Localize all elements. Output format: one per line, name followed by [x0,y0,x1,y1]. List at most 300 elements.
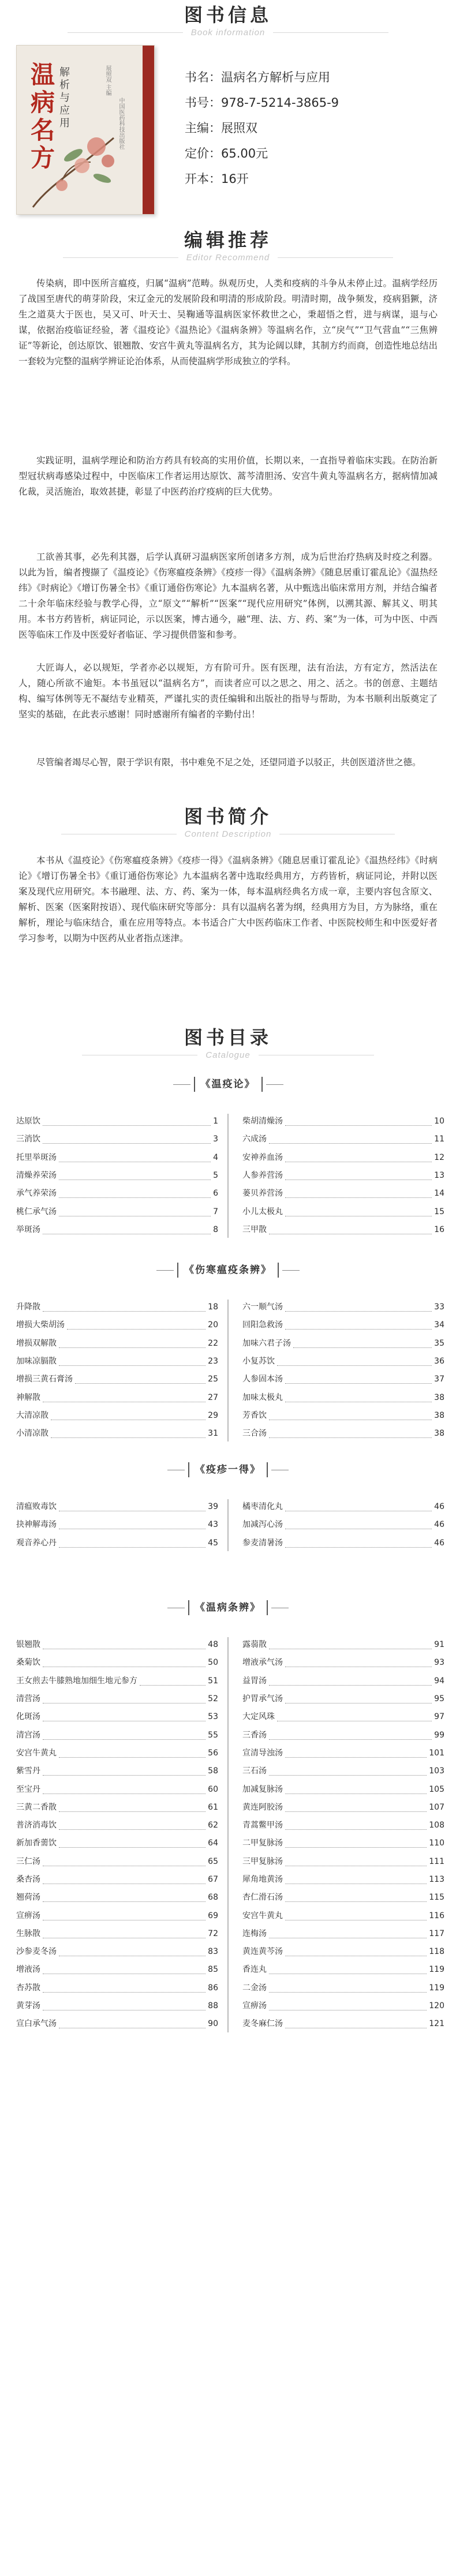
toc-entry-page: 117 [429,1929,444,1938]
toc-entry-name: 橘枣清化丸 [242,1502,283,1512]
toc-entry-page: 56 [208,1748,218,1758]
toc-leader-dots [269,1731,432,1740]
toc-entry-page: 43 [208,1520,218,1530]
toc-entry[interactable] [16,1221,218,1239]
toc-entry-name: 清宫汤 [16,1730,40,1740]
toc-column-right [242,1636,444,2034]
toc-entry[interactable] [16,1961,218,1979]
toc-entry-name: 增损三黄石膏汤 [16,1375,73,1384]
toc-entry-name: 犀角地黄汤 [242,1875,283,1884]
toc-entry-page: 51 [208,1676,218,1686]
toc-entry-name: 增液承气汤 [242,1658,283,1668]
toc-entry-page: 67 [208,1875,218,1884]
toc-entry-name: 神解散 [16,1392,40,1402]
toc-entry-page: 64 [208,1839,218,1848]
toc-leader-dots [59,1803,205,1812]
toc-entry[interactable] [16,1690,218,1708]
toc-entry-page: 6 [213,1189,218,1199]
toc-entry-name: 三香汤 [242,1730,267,1740]
toc-leader-dots [269,2002,427,2010]
toc-entry-page: 50 [208,1658,218,1668]
toc-entry-page: 7 [213,1207,218,1216]
toc-chapter-label [0,1263,456,1278]
toc-entry-name: 加减复脉汤 [242,1784,283,1794]
toc-entry-name: 生脉散 [16,1929,40,1938]
toc-entry[interactable] [242,1853,444,1871]
toc-entry-name: 加减泻心汤 [242,1520,283,1530]
toc-entry[interactable] [242,1636,444,1654]
toc-entry-page: 15 [434,1207,444,1216]
toc-entry-page: 36 [434,1357,444,1366]
toc-entry[interactable] [242,1907,444,1924]
toc-entry[interactable] [16,1335,218,1353]
toc-leader-dots [43,1965,205,1974]
toc-leader-dots [285,1375,432,1384]
toc-leader-dots [43,1226,211,1234]
toc-leader-dots [43,2002,205,2010]
toc-entry[interactable] [242,1298,444,1316]
toc-entry[interactable] [16,1943,218,1961]
toc-leader-dots [43,1875,205,1884]
toc-leader-dots [43,1893,205,1902]
toc-chapter-label [0,1600,456,1615]
toc-entry[interactable] [242,1762,444,1780]
toc-entry-name: 翘荷汤 [16,1893,40,1903]
toc-entry[interactable] [16,1889,218,1907]
book-info-title: 图书信息 [184,4,272,26]
recommend-header [0,229,456,263]
toc-entry-page: 27 [208,1392,218,1402]
recommend-title: 编辑推荐 [184,229,272,251]
toc-entry[interactable] [242,1817,444,1834]
toc-entry[interactable] [16,1388,218,1406]
toc-entry[interactable] [242,2015,444,2033]
toc-entry[interactable] [242,1407,444,1425]
toc-entry-page: 58 [208,1766,218,1776]
toc-entry-page: 11 [434,1135,444,1144]
toc-divider [227,1300,229,1441]
recommend-subtitle: Editor Recommend [186,253,270,263]
toc-entry[interactable] [242,1516,444,1534]
toc-leader-dots [43,1394,205,1402]
book-info-field: 书号：978-7-5214-3865-9 [185,96,339,110]
paragraph: 工欲善其事，必先利其器，后学认真研习温病医家所创诸多方剂，成为后世治疗热病及时疫之利器。以此为旨，编者搜撷了《温疫论》《伤寒瘟疫条辨》《疫疹一得》《温病条辨》《随息居重订霍乱论》《温热经纬》《时病论》《增订伤暑全书》《重订通俗伤寒论》九本温病名著，从中甄选出临床常用方剂，并结合编者二十余年临床经验与教学心得，立“原文”“解析”“医案”“现代应用研究”体例，以溯其源、解其义、明其用。本书方药皆析，病证同论，示以医案，博古通今，融“理、法、方、药、案”为一体，可为中医、中西医等临床工作及中医爱好者临证、学习提供借鉴和参考。 [18,552,438,640]
toc-entry-page: 121 [429,2019,444,2029]
toc-entry-page: 3 [213,1135,218,1144]
toc-title: 图书目录 [184,1027,272,1049]
toc-entry[interactable] [242,1353,444,1371]
toc-leader-dots [293,1339,432,1348]
toc-entry[interactable] [16,1298,218,1316]
toc-entry[interactable] [242,1871,444,1889]
toc-entry-page: 4 [213,1152,218,1162]
toc-entry[interactable] [16,1425,218,1443]
toc-entry-page: 68 [208,1893,218,1903]
toc-entry-page: 120 [429,2001,444,2011]
toc-leader-dots [59,1521,205,1529]
toc-entry-page: 94 [434,1676,444,1686]
toc-entry[interactable] [16,1762,218,1780]
toc-entry-name: 宣痹汤 [242,2001,267,2011]
toc-entry[interactable] [16,1316,218,1334]
toc-leader-dots [285,1912,427,1920]
toc-entry-name: 加味六君子汤 [242,1338,291,1348]
toc-entry[interactable] [242,1925,444,1943]
toc-entry-name: 益胃汤 [242,1676,267,1686]
toc-leader-dots [43,1858,205,1866]
toc-leader-dots [285,1539,432,1548]
toc-entry[interactable] [16,1130,218,1148]
toc-leader-dots [59,1357,205,1366]
toc-entry[interactable] [16,1871,218,1889]
toc-leader-dots [285,1803,427,1812]
toc-chapter-label [0,1077,456,1092]
toc-entry-page: 45 [208,1538,218,1548]
toc-entry-page: 46 [434,1502,444,1512]
toc-entry-page: 38 [434,1429,444,1439]
toc-entry[interactable] [16,1744,218,1762]
toc-leader-dots [285,1839,427,1848]
toc-entry-page: 65 [208,1856,218,1866]
toc-leader-dots [43,1731,205,1740]
toc-leader-dots [285,1785,427,1794]
toc-leader-dots [51,1429,205,1438]
cover-publisher: 中国医药科技出版社 [118,98,124,149]
toc-entry-page: 95 [434,1694,444,1704]
toc-entry[interactable] [242,1654,444,1672]
toc-leader-dots [140,1677,205,1686]
toc-leader-dots [285,1503,432,1511]
toc-entry-name: 普济消毒饮 [16,1821,57,1830]
toc-entry-name: 露蒻散 [242,1640,267,1650]
toc-entry-page: 86 [208,1983,218,1993]
toc-entry-name: 清燥养荣汤 [16,1171,57,1181]
toc-entry[interactable] [242,1113,444,1130]
toc-entry-page: 20 [208,1320,218,1330]
toc-chapter-label [0,1462,456,1477]
toc-entry-name: 大清凉散 [16,1410,48,1420]
toc-entry-name: 托里举斑汤 [16,1152,57,1162]
toc-entry-page: 5 [213,1171,218,1181]
toc-entry-name: 小复苏饮 [242,1357,275,1366]
toc-leader-dots [51,1411,205,1420]
toc-subtitle: Catalogue [205,1050,251,1060]
toc-entry-page: 16 [434,1225,444,1234]
toc-leader-dots [59,1839,205,1848]
toc-entry-page: 105 [429,1784,444,1794]
toc-entry[interactable] [242,1167,444,1185]
toc-entry-page: 38 [434,1410,444,1420]
paragraph: 实践证明，温病学理论和防治方药具有较高的实用价值，长期以来，一直指导着临床实践。在防治新型冠状病毒感染过程中，中医临床工作者运用达原饮、蒿芩清胆汤、安宫牛黄丸等温病名方，据病情加减化裁，灵活施治，取效甚捷，彰显了中医药治疗疫病的巨大优势。 [18,455,438,497]
toc-entry-page: 115 [429,1893,444,1903]
toc-entry[interactable] [16,1979,218,1997]
toc-entry-name: 麦冬麻仁汤 [242,2019,283,2029]
toc-entry-page: 99 [434,1730,444,1740]
toc-entry-name: 达原饮 [16,1117,40,1126]
toc-entry-name: 增损双解散 [16,1338,57,1348]
toc-entry-name: 安宫牛黄丸 [16,1748,57,1758]
toc-entry-name: 杏苏散 [16,1983,40,1993]
toc-entry-page: 48 [208,1640,218,1650]
book-info-field: 书名：温病名方解析与应用 [185,70,330,84]
toc-entry-name: 抉神解毒汤 [16,1520,57,1530]
toc-divider [227,1637,229,2032]
toc-entry-page: 31 [208,1429,218,1439]
toc-entry-name: 六成汤 [242,1135,267,1144]
toc-entry-page: 25 [208,1375,218,1384]
toc-entry-name: 青蒿鳖甲汤 [242,1821,283,1830]
toc-entry[interactable] [16,1726,218,1744]
toc-entry[interactable] [16,2015,218,2033]
toc-entry-page: 118 [429,1947,444,1957]
toc-entry[interactable] [16,1636,218,1654]
toc-entry[interactable] [242,1534,444,1552]
toc-entry[interactable] [242,1780,444,1798]
toc-entry[interactable] [16,1371,218,1388]
toc-entry-page: 46 [434,1520,444,1530]
toc-leader-dots [285,1658,432,1667]
toc-entry-name: 回阳急救汤 [242,1320,283,1330]
toc-entry-name: 新加香薷饮 [16,1839,57,1848]
intro-title: 图书简介 [184,806,272,828]
toc-leader-dots [59,1749,205,1758]
toc-leader-dots [269,1641,432,1649]
toc-chapter-name: 《疫疹一得》 [188,1462,268,1477]
toc-entry-name: 黄连阿胶汤 [242,1802,283,1812]
toc-entry-name: 沙参麦冬汤 [16,1947,57,1957]
toc-entry-page: 52 [208,1694,218,1704]
book-info-field: 开本：16开 [185,172,249,186]
toc-entry[interactable] [242,1889,444,1907]
toc-entry[interactable] [16,1185,218,1203]
toc-entry[interactable] [16,1498,218,1516]
toc-entry[interactable] [16,1353,218,1371]
toc-entry-name: 加味凉膈散 [16,1357,57,1366]
toc-entry[interactable] [242,1979,444,1997]
toc-leader-dots [285,1321,432,1330]
toc-entry[interactable] [16,1203,218,1220]
toc-leader-dots [285,1394,432,1402]
book-info-field: 定价：65.00元 [185,147,268,160]
toc-column-left [16,1113,218,1239]
toc-leader-dots [43,1785,205,1794]
toc-leader-dots [269,1767,427,1776]
toc-entry-page: 113 [429,1875,444,1884]
toc-entry-page: 37 [434,1375,444,1384]
toc-leader-dots [75,1375,205,1384]
toc-entry[interactable] [16,1167,218,1185]
toc-entry-name: 小儿太极丸 [242,1207,283,1216]
toc-entry[interactable] [16,1817,218,1834]
toc-leader-dots [285,1858,427,1866]
toc-leader-dots [43,1303,205,1312]
toc-entry-page: 119 [429,1965,444,1975]
intro-subtitle: Content Description [184,829,272,839]
toc-entry[interactable] [16,1149,218,1167]
toc-entry[interactable] [242,1149,444,1167]
toc-entry[interactable] [242,1203,444,1220]
toc-entry-name: 黄芽汤 [16,2001,40,2011]
toc-chapter-name: 《温病条辨》 [188,1600,268,1615]
toc-entry[interactable] [242,1744,444,1762]
toc-entry-page: 12 [434,1152,444,1162]
book-info-header [0,3,456,38]
toc-entry[interactable] [16,1407,218,1425]
toc-leader-dots [269,1965,427,1974]
book-cover [16,45,155,215]
toc-leader-dots [285,1154,432,1162]
toc-leader-dots [285,2020,427,2028]
toc-leader-dots [59,1503,205,1511]
toc-entry-name: 银翘散 [16,1640,40,1650]
toc-leader-dots [285,1208,432,1216]
toc-entry-name: 增液汤 [16,1965,40,1975]
toc-entry[interactable] [242,1799,444,1817]
toc-entry-name: 人参养营汤 [242,1171,283,1181]
toc-entry-page: 72 [208,1929,218,1938]
toc-entry-name: 安神养血汤 [242,1152,283,1162]
toc-entry[interactable] [16,1708,218,1726]
toc-entry-page: 93 [434,1658,444,1668]
toc-leader-dots [269,1135,432,1144]
toc-entry-page: 119 [429,1983,444,1993]
toc-leader-dots [43,1912,205,1920]
toc-leader-dots [277,1713,432,1721]
toc-column-right [242,1498,444,1552]
cover-title: 温病名方 [27,62,55,173]
toc-entry-page: 22 [208,1338,218,1348]
toc-leader-dots [269,1930,427,1938]
book-info-field: 主编：展照双 [185,121,257,135]
toc-entry-page: 90 [208,2019,218,2029]
paragraph: 尽管编者竭尽心智，限于学识有限，书中难免不足之处，还望同道予以驳正，共创医道济世之德。 [36,757,421,767]
toc-entry-page: 35 [434,1338,444,1348]
toc-entry[interactable] [16,1799,218,1817]
toc-entry[interactable] [242,1726,444,1744]
toc-entry-name: 大定风珠 [242,1712,275,1722]
toc-entry-name: 化斑汤 [16,1712,40,1722]
toc-leader-dots [59,1821,205,1830]
toc-entry[interactable] [16,1780,218,1798]
book-info-list [185,65,339,192]
toc-entry-name: 三合汤 [242,1429,267,1439]
toc-entry-page: 103 [429,1766,444,1776]
toc-entry-name: 升降散 [16,1302,40,1312]
toc-leader-dots [43,1984,205,1993]
toc-entry-page: 18 [208,1302,218,1312]
toc-entry-page: 39 [208,1502,218,1512]
toc-entry[interactable] [16,1834,218,1852]
toc-entry[interactable] [242,1961,444,1979]
toc-entry-name: 小清凉散 [16,1429,48,1439]
toc-leader-dots [285,1117,432,1126]
toc-entry[interactable] [16,1113,218,1130]
toc-entry[interactable] [16,1654,218,1672]
toc-entry-name: 三黄二香散 [16,1802,57,1812]
toc-entry[interactable] [242,1316,444,1334]
toc-leader-dots [59,1189,211,1198]
toc-chapter-name: 《温疫论》 [194,1077,263,1092]
toc-leader-dots [59,1948,205,1956]
toc-entry[interactable] [16,1907,218,1924]
toc-entry-page: 97 [434,1712,444,1722]
toc-entry[interactable] [16,1853,218,1871]
toc-entry[interactable] [242,1708,444,1726]
paragraph: 传染病，即中医所言瘟疫，归属“温病”范畴。纵观历史，人类和疫病的斗争从未停止过。温病学经历了战国至唐代的萌芽阶段，宋辽金元的发展阶段和明清的形成阶段。明清时期，战争频发，疫病猖獗，济生之道莫大于医也，吴又可、叶天士、吴鞠通等温病医家怀救世之心，秉超悟之哲，进与病谋，退与心谋，依据治疫临证经验，著《温疫论》《温热论》《温病条辨》等温病名作，立“戾气”“卫气营血”“三焦辨证”等新论，创达原饮、银翘散、安宫牛黄丸等温病名方，其为论阔以肆，其制方约而商，创造性地总结出一套较为完整的温病学辨证论治体系，从而使温病学形成独立的学科。 [18,278,438,366]
toc-entry[interactable] [242,1221,444,1239]
toc-leader-dots [285,1821,427,1830]
toc-leader-dots [285,1171,432,1180]
intro-header [0,805,456,839]
toc-entry[interactable] [242,1185,444,1203]
toc-entry-name: 人参固本汤 [242,1375,283,1384]
toc-entry[interactable] [242,1997,444,2015]
toc-leader-dots [285,1893,427,1902]
toc-leader-dots [269,1226,432,1234]
toc-entry-name: 观音养心丹 [16,1538,57,1548]
toc-entry-page: 33 [434,1302,444,1312]
toc-leader-dots [59,1339,205,1348]
toc-entry-name: 香连丸 [242,1965,267,1975]
toc-entry[interactable] [242,1690,444,1708]
toc-entry[interactable] [242,1672,444,1690]
toc-entry[interactable] [16,1534,218,1552]
toc-leader-dots [43,1767,205,1776]
toc-entry-name: 二金汤 [242,1983,267,1993]
toc-leader-dots [277,1357,432,1366]
toc-entry[interactable] [242,1425,444,1443]
toc-leader-dots [269,1429,432,1438]
toc-entry[interactable] [16,1997,218,2015]
toc-leader-dots [43,1713,205,1721]
toc-entry-page: 14 [434,1189,444,1199]
toc-entry-name: 宣清导浊汤 [242,1748,283,1758]
toc-entry[interactable] [16,1925,218,1943]
toc-leader-dots [285,1521,432,1529]
cover-author: 展照双 主编 [104,65,111,96]
toc-leader-dots [269,1677,432,1686]
toc-entry-name: 蒌贝养营汤 [242,1189,283,1199]
toc-entry[interactable] [242,1498,444,1516]
toc-entry-name: 桑菊饮 [16,1658,40,1668]
toc-entry-name: 参麦清暑汤 [242,1538,283,1548]
toc-entry[interactable] [242,1834,444,1852]
toc-entry[interactable] [242,1335,444,1353]
toc-header [0,1026,456,1060]
toc-entry-name: 桃仁承气汤 [16,1207,57,1216]
toc-leader-dots [285,1303,432,1312]
toc-entry-page: 88 [208,2001,218,2011]
toc-entry-page: 85 [208,1965,218,1975]
toc-entry-page: 69 [208,1911,218,1920]
toc-entry[interactable] [16,1672,218,1690]
toc-entry-page: 34 [434,1320,444,1330]
toc-entry[interactable] [242,1130,444,1148]
toc-entry[interactable] [242,1943,444,1961]
toc-leader-dots [59,1208,211,1216]
toc-entry-name: 宣痹汤 [16,1911,40,1920]
toc-entry-name: 连梅汤 [242,1929,267,1938]
toc-entry-name: 三消饮 [16,1135,40,1144]
toc-leader-dots [285,1749,427,1758]
toc-entry[interactable] [242,1371,444,1388]
toc-leader-dots [43,1930,205,1938]
toc-entry[interactable] [16,1516,218,1534]
toc-leader-dots [43,1117,211,1126]
toc-leader-dots [43,1641,205,1649]
toc-entry-name: 桑杏汤 [16,1875,40,1884]
toc-entry[interactable] [242,1388,444,1406]
